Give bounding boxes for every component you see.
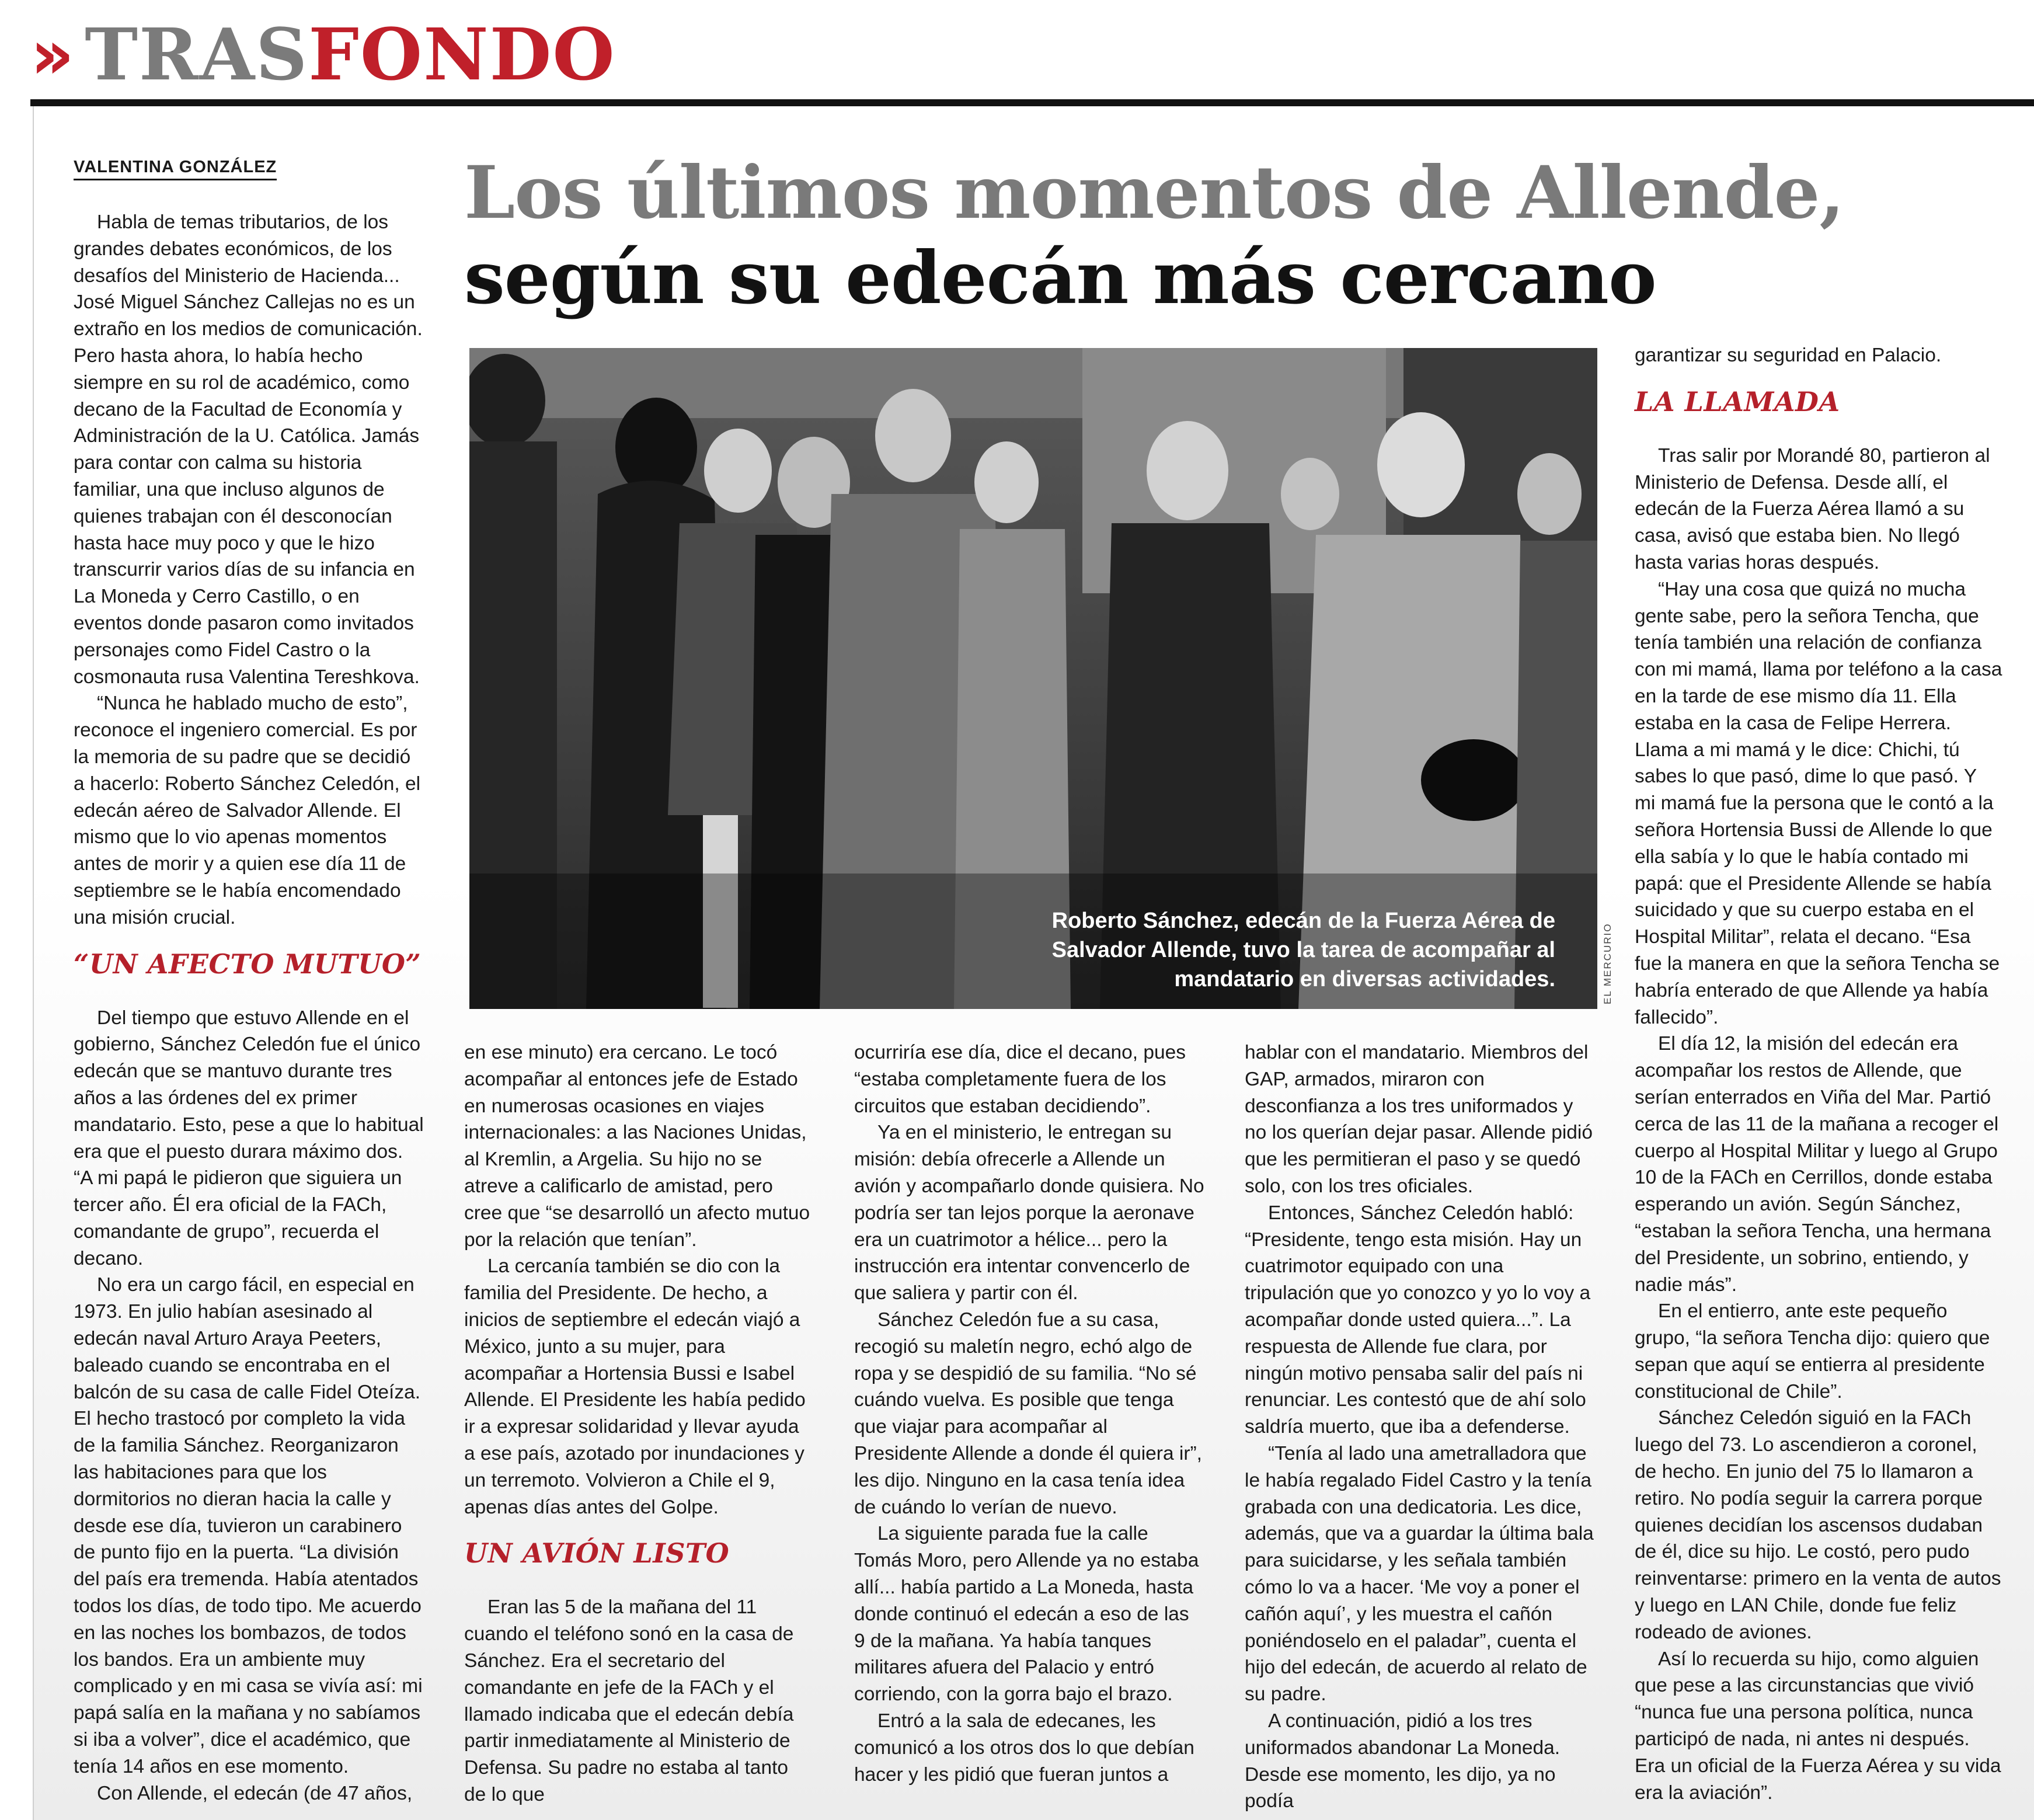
headline — [464, 151, 2017, 321]
photo-caption: Roberto Sánchez, edecán de la Fuerza Aérea de Salvador Allende, tuvo la tarea de acompañar al mandatario en diversas actividades. — [1051, 909, 1555, 991]
byline: VALENTINA GONZÁLEZ — [74, 158, 277, 180]
paragraph: Sánchez Celedón siguió en la FACh luego del 73. Lo ascendieron a coronel, de hecho. En junio del 75 lo llamaron a retiro. No podía seguir la carrera porque quienes decidían los ascensos dudaban de él, dice su hijo. Le costó, pero pudo reinventarse: primero en la venta de autos y luego en LAN Chile, donde fue feliz rodeado de aviones. — [1635, 1407, 2001, 1643]
paragraph: Tras salir por Morandé 80, partieron al Ministerio de Defensa. Desde allí, el edecán de la Fuerza Aérea llamó a su casa, avisó que estaba bien. No llegó hasta varias horas después. — [1635, 444, 1990, 573]
paragraph: “Tenía al lado una ametralladora que le había regalado Fidel Castro y la tenía grabada con una dedicatoria. Les dice, además, que va a guardar la última bala para suicidarse, y les señala también cómo lo va a hacer. ‘Me voy a poner el cañón aquí’, y les muestra el cañón poniéndoselo en el paladar”, cuenta el hijo del edecán, de acuerdo al relato de su padre. — [1245, 1442, 1594, 1706]
paragraph: “Nunca he hablado mucho de esto”, reconoce el ingeniero comercial. Es por la memoria de su padre que se decidió a hacerlo: Roberto Sánchez Celedón, el edecán aéreo de Salvador Allende. El mismo que lo vio apenas momentos antes de morir y a quien ese día 11 de septiembre se le había encomendado una misión crucial. — [74, 692, 421, 928]
double-chevron-icon: ›› — [30, 14, 62, 95]
paragraph: Con Allende, el edecán (de 47 años, — [97, 1782, 413, 1804]
subheading-avion-listo: UN AVIÓN LISTO — [464, 1537, 730, 1570]
paragraph: “Hay una cosa que quizá no mucha gente sabe, pero la señora Tencha, que tenía también una relación de confianza con mi mamá, llama por teléfono a la casa en la tarde de ese mismo día 11. Ella estaba en la casa de Felipe Herrera. Llama a mi mamá y le dice: Chichi, tú sabes lo que pasó, dime lo que pasó. Y mi mamá fue la persona que le contó a la señora Hortensia Bussi de Allende lo que ella sabía y lo que le había contado mi papá: que el Presidente Allende se había suicidado y que su cuerpo estaba en el Hospital Militar”, relata el decano. “Esa fue la manera en que la señora Tencha se habría enterado de que Allende ya había fallecido”. — [1635, 578, 2002, 1028]
paragraph: Ya en el ministerio, le entregan su misión: debía ofrecerle a Allende un avión y acompañarlo donde quisiera. No podría ser tan lejos porque la aeronave era un cuatrimotor a hélice... pero la instrucción era intentar convencerlo de que saliera y partir con él. — [854, 1122, 1204, 1304]
article-column-4 — [1245, 1039, 1595, 1815]
headline-line-2: según su edecán más cercano — [464, 236, 1656, 321]
paragraph: La siguiente parada fue la calle Tomás Moro, pero Allende ya no estaba allí... había partido a La Moneda, hasta donde continuó el edecán a eso de las 9 de la mañana. Ya había tanques militares afuera del Palacio y entró corriendo, con la gorra bajo el brazo. — [854, 1523, 1199, 1706]
section-name-part-a: TRAS — [85, 12, 309, 96]
paragraph: En el entierro, ante este pequeño grupo, “la señora Tencha dijo: quiero que sepan que aquí se entierra al presidente constitucional de Chile”. — [1635, 1300, 1990, 1403]
paragraph: La cercanía también se dio con la familia del Presidente. De hecho, a inicios de septiembre el edecán viajó a México, junto a su mujer, para acompañar a Hortensia Bussi e Isabel Allende. El Presidente les había pedido ir a expresar solidaridad y llevar ayuda a ese país, azotado por inundaciones y un terremoto. Volvieron a Chile el 9, apenas días antes del Golpe. — [464, 1255, 806, 1518]
section-name — [85, 12, 616, 96]
paragraph: No era un cargo fácil, en especial en 1973. En julio habían asesinado al edecán naval Arturo Araya Peeters, baleado cuando se encontraba en el balcón de su casa de calle Fidel Oteíza. El hecho trastocó por completo la vida de la familia Sánchez. Reorganizaron las habitaciones para que los dormitorios no dieran hacia la calle y desde ese día, tuvieron un carabinero de punto fijo en la puerta. “La división del país era tremenda. Había atentados todos los días, de todo tipo. Me acuerdo en las noches los bombazos, de todos los bandos. Era un ambiente muy complicado y en mi casa se vivía así: mi papá salía en la mañana y no sabíamos si iba a volver”, dice el académico, que tenía 14 años en ese momento. — [74, 1274, 423, 1777]
article-column-3 — [854, 1039, 1204, 1788]
paragraph: Del tiempo que estuvo Allende en el gobierno, Sánchez Celedón fue el único edecán que se mantuvo durante tres años a las órdenes del ex primer mandatario. Esto, pese a que lo habitual era que el puesto durara máximo dos. “A mi papá le pidieron que siguiera un tercer año. Él era oficial de la FACh, comandante de grupo”, recuerda el decano. — [74, 1007, 424, 1269]
paragraph: ocurriría ese día, dice el decano, pues “estaba completamente fuera de los circuitos que estaban decidiendo”. — [854, 1042, 1186, 1117]
paragraph: El día 12, la misión del edecán era acompañar los restos de Allende, que serían enterrados en Viña del Mar. Partió cerca de las 11 de la mañana a recoger el cuerpo al Hospital Militar y luego al Grupo 10 de la FACh en Cerrillos, donde estaba esperando un avión. Según Sánchez, “estaban la señora Tencha, una hermana del Presidente, un sobrino, entiendo, y nadie más”. — [1635, 1033, 1999, 1296]
subheading-la-llamada: LA LLAMADA — [1635, 385, 1840, 417]
paragraph: Sánchez Celedón fue a su casa, recogió su maletín negro, echó algo de ropa y se despidió de su familia. “No sé cuándo vuelva. Es posible que tenga que viajar para acompañar al Presidente Allende a donde él quiera ir”, les dijo. Ninguno en la casa tenía idea de cuándo lo verían de nuevo. — [854, 1309, 1202, 1518]
paragraph: en ese minuto) era cercano. Le tocó acompañar al entonces jefe de Estado en numerosas ocasiones en viajes internacionales: a las Naciones Unidas, al Kremlin, a Argelia. Su hijo no se atreve a calificarlo de amistad, pero cree que “se desarrolló un afecto mutuo por la relación que tenían”. — [464, 1042, 810, 1251]
paragraph: hablar con el mandatario. Miembros del GAP, armados, miraron con desconfianza a los tres uniformados y no los querían dejar pasar. Allende pidió que les permitieran el paso y se quedó solo, con los tres oficiales. — [1245, 1042, 1593, 1197]
paragraph: Así lo recuerda su hijo, como alguien que pese a las circunstancias que vivió “nunca fue una persona política, nunca participó de nada, ni antes ni después. Era un oficial de la Fuerza Aérea y su vida era la aviación”. — [1635, 1648, 2001, 1804]
photo-credit: EL MERCURIO — [1602, 923, 1613, 1004]
paragraph: Eran las 5 de la mañana del 11 cuando el teléfono sonó en la casa de Sánchez. Era el secretario del comandante en jefe de la FACh y el llamado indicaba que el edecán debía partir inmediatamente al Ministerio de Defensa. Su padre no estaba al tanto de lo que — [464, 1596, 794, 1805]
article-column-2 — [464, 1039, 814, 1808]
paragraph: Habla de temas tributarios, de los grandes debates económicos, de los desafíos del Ministerio de Hacienda... José Miguel Sánchez Callejas no es un extraño en los medios de comunicación. Pero hasta ahora, lo había hecho siempre en su rol de académico, como decano de la Facultad de Economía y Administración de la U. Católica. Jamás para contar con calma su historia familiar, una que incluso algunos de quienes trabajan con él desconocían hasta hace muy poco y que le hizo transcurrir varios días de su infancia en La Moneda y Cerro Castillo, o en eventos donde pasaron como invitados personajes como Fidel Castro o la cosmonauta rusa Valentina Tereshkova. — [74, 211, 423, 688]
paragraph: Entonces, Sánchez Celedón habló: “Presidente, tengo esta misión. Hay un cuatrimotor equipado con una tripulación que yo conozco y yo lo voy a acompañar donde usted quiera...”. La respuesta de Allende fue clara, por ningún motivo pensaba salir del país ni renunciar. Les contestó que de ahí solo saldría muerto, que iba a defenderse. — [1245, 1202, 1591, 1438]
paragraph: garantizar su seguridad en Palacio. — [1635, 344, 1942, 366]
header-rule — [30, 99, 2034, 106]
article-column-5 — [1635, 342, 2002, 1806]
section-name-part-b: FONDO — [308, 12, 616, 96]
article-photo — [469, 348, 1597, 1009]
headline-line-1: Los últimos momentos de Allende, — [464, 151, 1844, 235]
section-header — [30, 12, 616, 96]
subheading-afecto-mutuo: “UN AFECTO MUTUO” — [74, 948, 422, 980]
paragraph: Entró a la sala de edecanes, les comunicó a los otros dos lo que debían hacer y les pidió que fueran juntos a — [854, 1710, 1194, 1786]
article-column-1 — [74, 209, 424, 1807]
paragraph: A continuación, pidió a los tres uniformados abandonar La Moneda. Desde ese momento, les dijo, ya no podía — [1245, 1710, 1561, 1812]
